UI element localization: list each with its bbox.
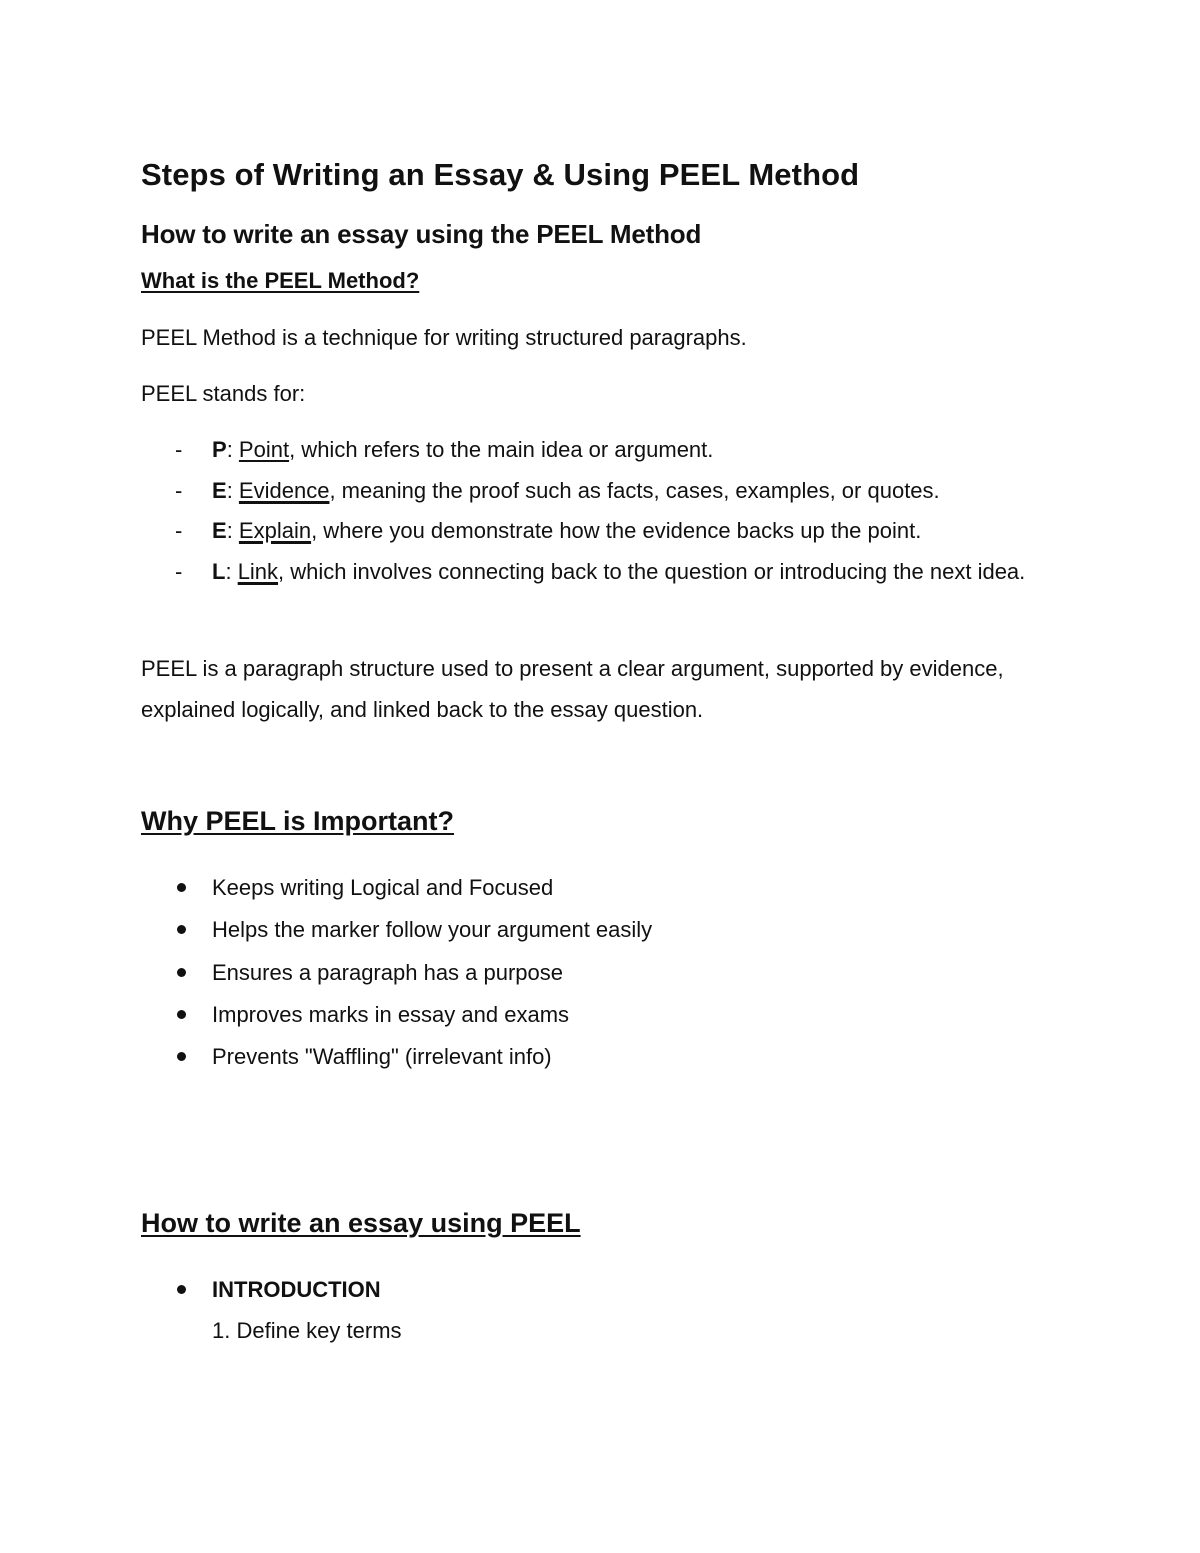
bullet-text: Ensures a paragraph has a purpose (212, 959, 564, 985)
dash-bullet: - (175, 437, 183, 462)
bullet-dot-icon (177, 883, 186, 892)
introduction-label: INTRODUCTION (212, 1277, 381, 1302)
dash-bullet: - (175, 558, 183, 584)
dash-bullet: - (175, 477, 183, 503)
how-to-write-list (141, 1269, 1041, 1351)
peel-word: Explain (238, 518, 312, 543)
dash-bullet: - (175, 518, 183, 543)
peel-intro-paragraph: PEEL Method is a technique for writing structured paragraphs. (141, 325, 747, 350)
peel-letter: E (212, 518, 227, 543)
list-item (141, 1269, 1041, 1310)
peel-description: , meaning the proof such as facts, cases, examples, or quotes. (329, 477, 940, 503)
heading-why-peel-important: Why PEEL is Important? (141, 806, 455, 836)
peel-letter: L (212, 558, 226, 584)
heading-what-is-peel: What is the PEEL Method? (141, 268, 420, 293)
list-item: - L: Link, which involves connecting back to the question or introducing the next idea. (141, 552, 1041, 593)
peel-letter: P (212, 437, 227, 462)
peel-stands-for-label: PEEL stands for: (141, 381, 306, 406)
heading-how-to-write-essay: How to write an essay using PEEL (141, 1208, 581, 1238)
peel-word: Evidence (238, 477, 330, 503)
bullet-dot-icon (177, 1010, 186, 1019)
peel-description: , which involves connecting back to the question or introducing the next idea. (278, 558, 1026, 584)
peel-letter: E (212, 477, 227, 503)
list-item (141, 867, 1041, 909)
peel-summary-paragraph: PEEL is a paragraph structure used to present a clear argument, supported by evidence, explained logically, and linked back to the essay question. (141, 656, 1004, 722)
peel-definition-list (141, 430, 1041, 592)
document-title: Steps of Writing an Essay & Using PEEL Method (141, 157, 860, 192)
bullet-dot-icon (177, 1052, 186, 1061)
bullet-text: Improves marks in essay and exams (212, 1001, 570, 1027)
bullet-dot-icon (177, 968, 186, 977)
peel-word: Link (237, 558, 279, 584)
bullet-text: Helps the marker follow your argument easily (212, 917, 653, 943)
bullet-dot-icon (177, 1285, 186, 1294)
list-item: - E: Evidence, meaning the proof such as facts, cases, examples, or quotes. (141, 471, 1041, 512)
document-subtitle: How to write an essay using the PEEL Method (141, 219, 702, 249)
bullet-text: Prevents "Waffling" (irrelevant info) (212, 1044, 552, 1070)
list-item: - E: Explain, where you demonstrate how the evidence backs up the point. (141, 511, 1041, 552)
bullet-dot-icon (177, 925, 186, 934)
list-item (141, 994, 1041, 1036)
list-item: - P: Point, which refers to the main idea or argument. (141, 430, 1041, 471)
why-peel-bullet-list (141, 867, 1041, 1078)
peel-description: , which refers to the main idea or argument. (289, 437, 714, 462)
peel-description: , where you demonstrate how the evidence backs up the point. (311, 518, 922, 543)
bullet-text: Keeps writing Logical and Focused (212, 875, 554, 900)
introduction-step: 1. Define key terms (212, 1318, 402, 1343)
peel-word: Point (238, 437, 290, 462)
list-item (141, 909, 1041, 951)
list-item (141, 1036, 1041, 1078)
list-item (141, 952, 1041, 994)
